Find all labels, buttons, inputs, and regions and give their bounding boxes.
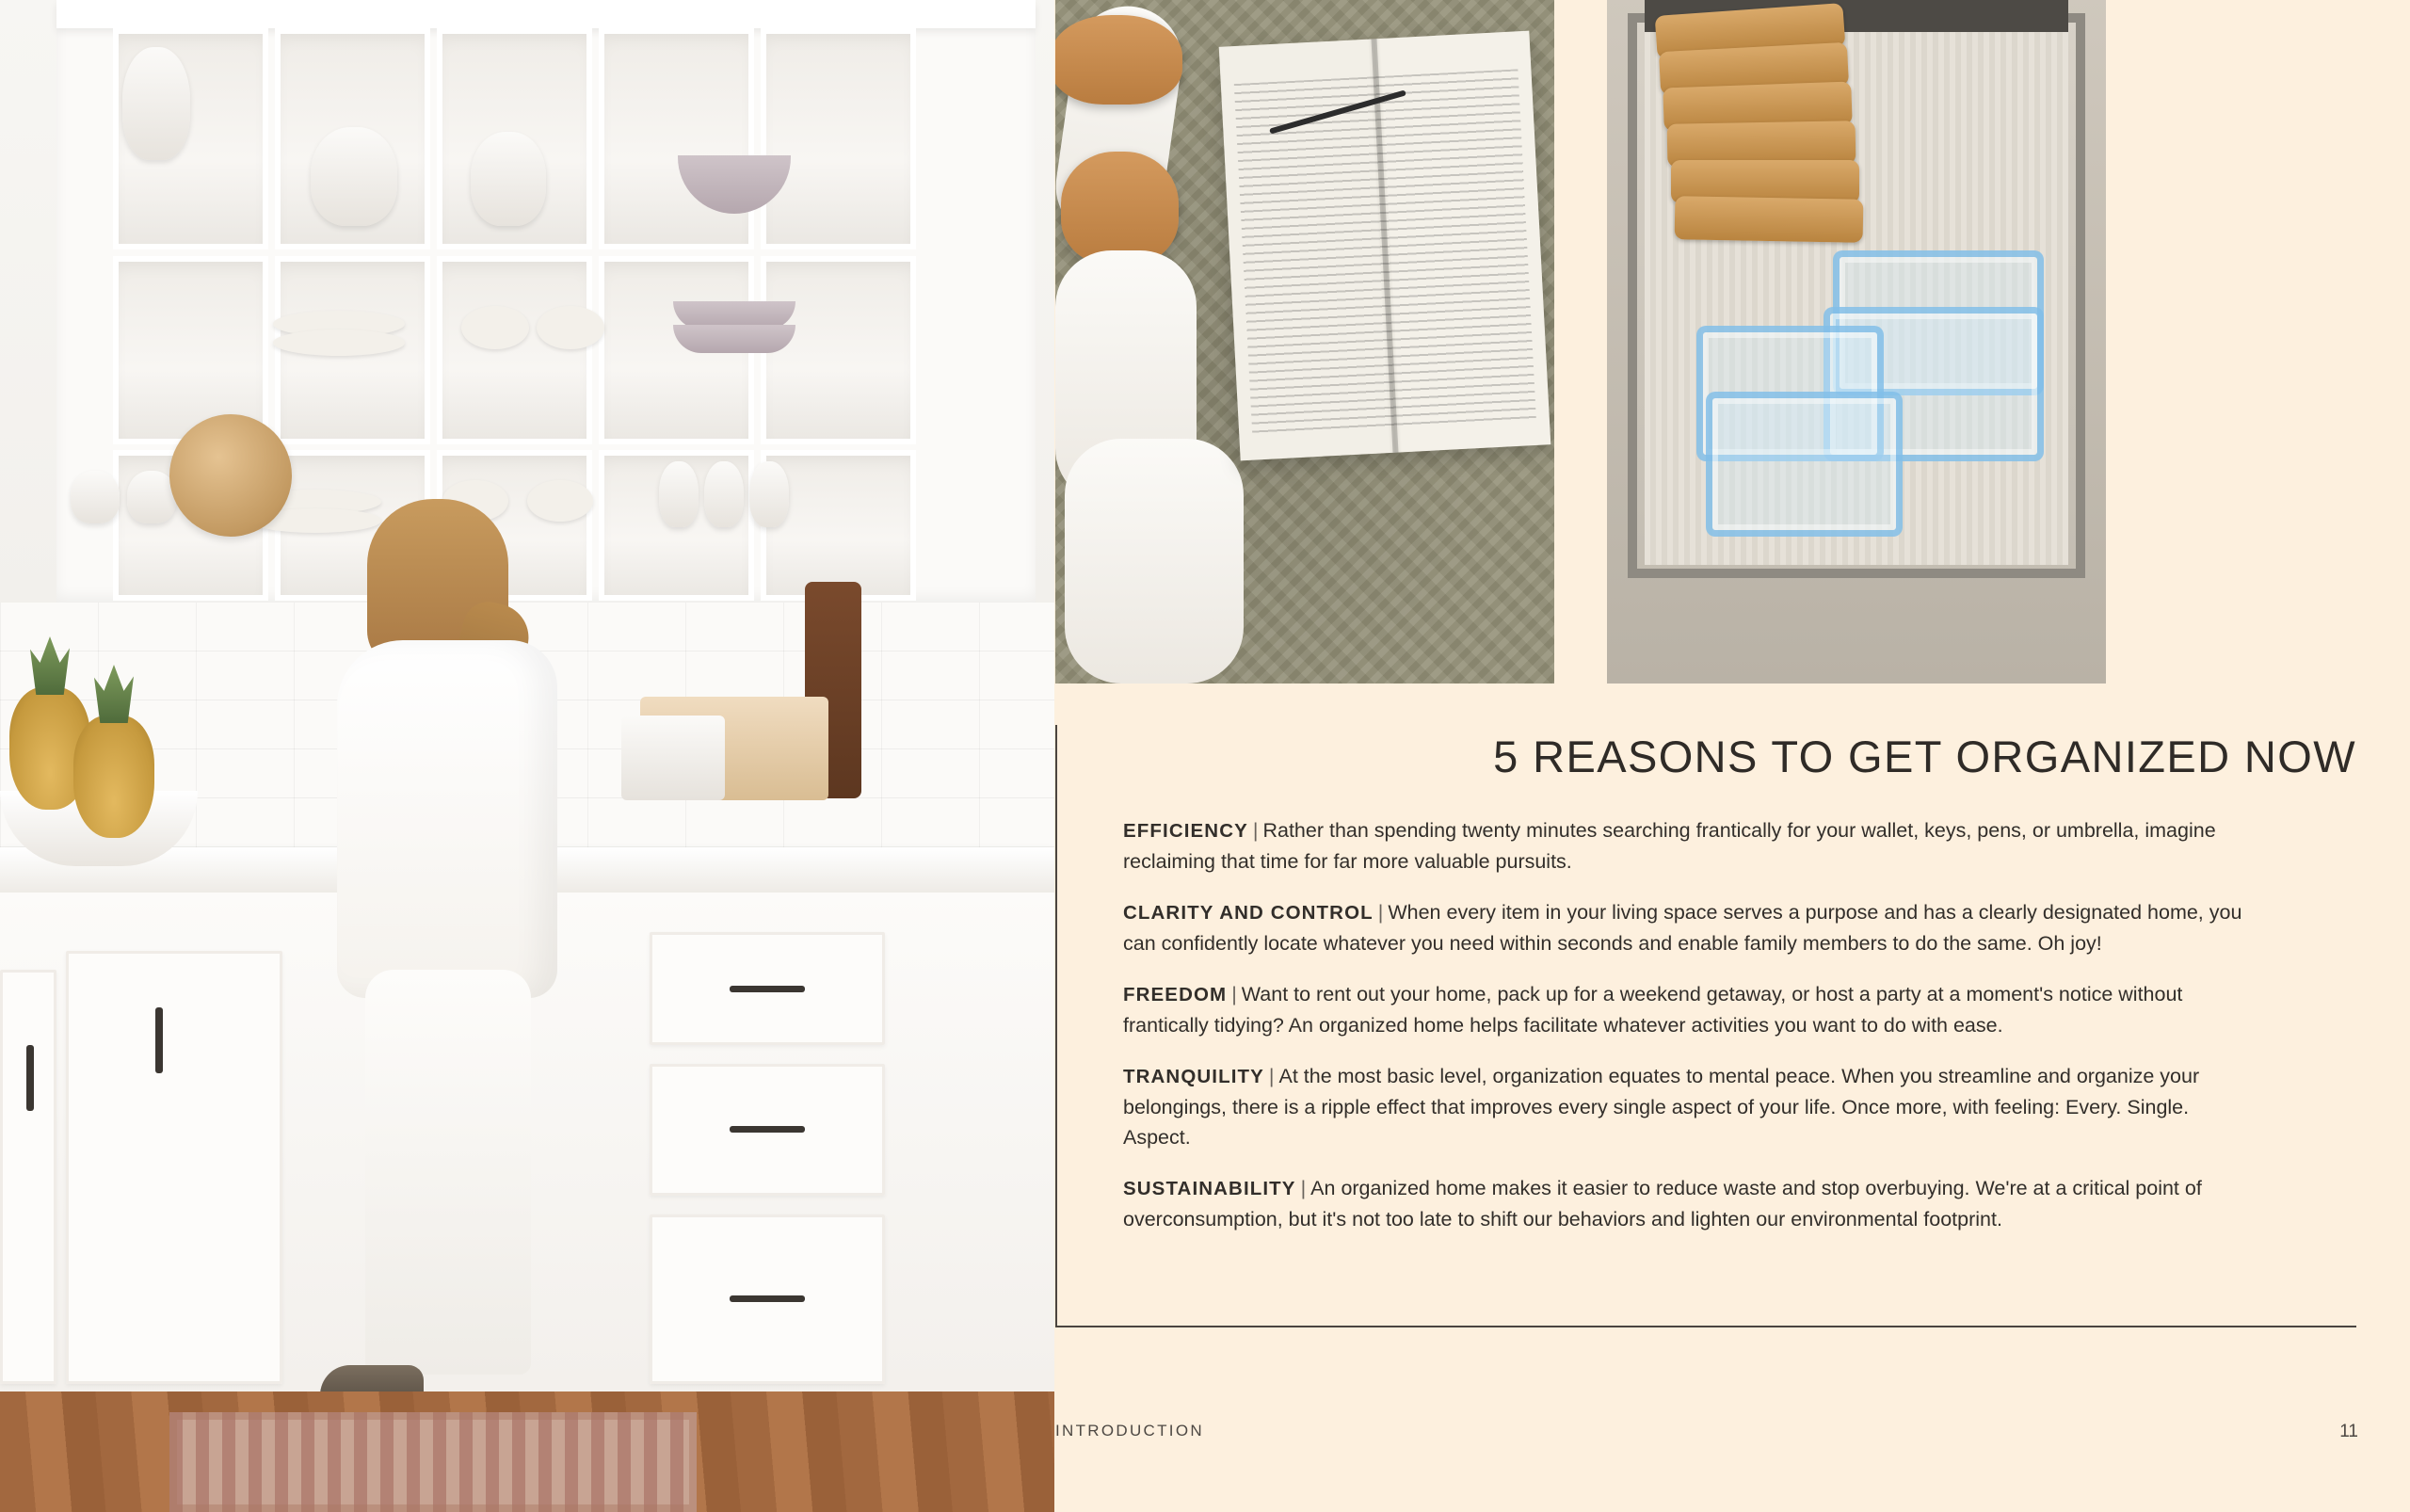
drawer-pull [730, 1126, 805, 1133]
page-footer [1054, 1422, 2410, 1459]
kitchen-open-shelving-photo [0, 0, 1054, 1512]
reason-text: Rather than spending twenty minutes searching frantically for your wallet, keys, pens, or umbrella, imagine reclaiming that time for far more valuable pursuits. [1123, 819, 2216, 873]
shelf-cubby [761, 256, 916, 444]
cabinet-pull [155, 1007, 163, 1073]
white-blouse [337, 640, 557, 998]
drinking-glass [659, 461, 699, 527]
reason-term: EFFICIENCY [1123, 820, 1248, 842]
cabinet-drawer [650, 1064, 885, 1196]
glass-container [1706, 392, 1903, 537]
reason-term: CLARITY AND CONTROL [1123, 902, 1374, 924]
reason-separator: | [1252, 819, 1259, 842]
shelf-bowl [537, 306, 604, 349]
person-in-kitchen [311, 499, 593, 1497]
reason-text: When every item in your living space serves a purpose and has a clearly designated home, you can confidently locate whatever you need within seconds and enable family members to do the same. Oh joy! [1123, 901, 2242, 955]
shelf-top-rail [56, 0, 1036, 28]
reason-item [1123, 979, 2253, 1040]
reason-term: TRANQUILITY [1123, 1066, 1264, 1087]
cutting-board [1675, 196, 1864, 242]
vertical-rule [1055, 725, 1057, 1327]
stacked-plates [273, 330, 405, 356]
cabinet-door [0, 970, 56, 1384]
open-book-on-rug-photo [1055, 0, 1554, 684]
shelf-pitcher [471, 132, 546, 226]
reason-item [1123, 897, 2253, 958]
reason-separator: | [1268, 1065, 1275, 1087]
stacked-bowls [673, 325, 795, 353]
photo-row [1055, 0, 2106, 684]
shelf-pitcher [311, 127, 397, 226]
tan-mule-shoe [1061, 152, 1179, 265]
reason-term: SUSTAINABILITY [1123, 1178, 1296, 1199]
shelf-cubby [761, 28, 916, 249]
white-jeans [365, 970, 531, 1375]
reason-text: At the most basic level, organization equates to mental peace. When you streamline and organize your belongings, there is a ripple effect that improves every single aspect of your life. Once more, with feeling: Every. Single. Aspect. [1123, 1065, 2200, 1149]
reason-term: FREEDOM [1123, 984, 1228, 1005]
round-wood-board [169, 414, 292, 537]
shelf-cubby [599, 28, 754, 249]
organized-drawer-photo [1607, 0, 2106, 684]
drinking-glass [704, 461, 744, 527]
page-number: 11 [2339, 1422, 2358, 1441]
shelf-vase [122, 47, 190, 160]
drawer-pull [730, 986, 805, 992]
reason-separator: | [1377, 901, 1384, 924]
reason-text: An organized home makes it easier to reduce waste and stop overbuying. We're at a critical point of overconsumption, but it's not too late to shift our behaviors and lighten our environmental footprint. [1123, 1177, 2202, 1231]
drinking-glass [749, 461, 789, 527]
reason-item [1123, 1173, 2253, 1234]
cabinet-drawer [650, 1214, 885, 1384]
cabinet-door [66, 951, 282, 1384]
cabinet-pull [26, 1045, 34, 1111]
shelf-bowl [461, 306, 529, 349]
drawer-pull [730, 1295, 805, 1302]
counter-appliance [621, 716, 725, 800]
cabinet-drawer [650, 932, 885, 1045]
horizontal-rule [1055, 1326, 2356, 1327]
left-page [0, 0, 1054, 1512]
tan-mule-shoe [1055, 15, 1182, 105]
kitchen-rug [169, 1412, 697, 1512]
pineapple [73, 716, 154, 838]
right-page [1054, 0, 2410, 1512]
mug [71, 471, 120, 523]
reasons-list [1123, 815, 2253, 1255]
reason-item [1123, 815, 2253, 877]
reason-text: Want to rent out your home, pack up for a weekend getaway, or host a party at a moment's notice without frantically tidying? An organized home helps facilitate whatever activities you want to do with ease. [1123, 983, 2183, 1037]
page-title: 5 REASONS TO GET ORGANIZED NOW [1493, 732, 2356, 781]
leg [1065, 439, 1244, 684]
shelf-cubby [437, 256, 592, 444]
reason-separator: | [1300, 1177, 1307, 1199]
reason-separator: | [1231, 983, 1237, 1005]
section-label: INTRODUCTION [1055, 1422, 1204, 1440]
reason-item [1123, 1061, 2253, 1152]
